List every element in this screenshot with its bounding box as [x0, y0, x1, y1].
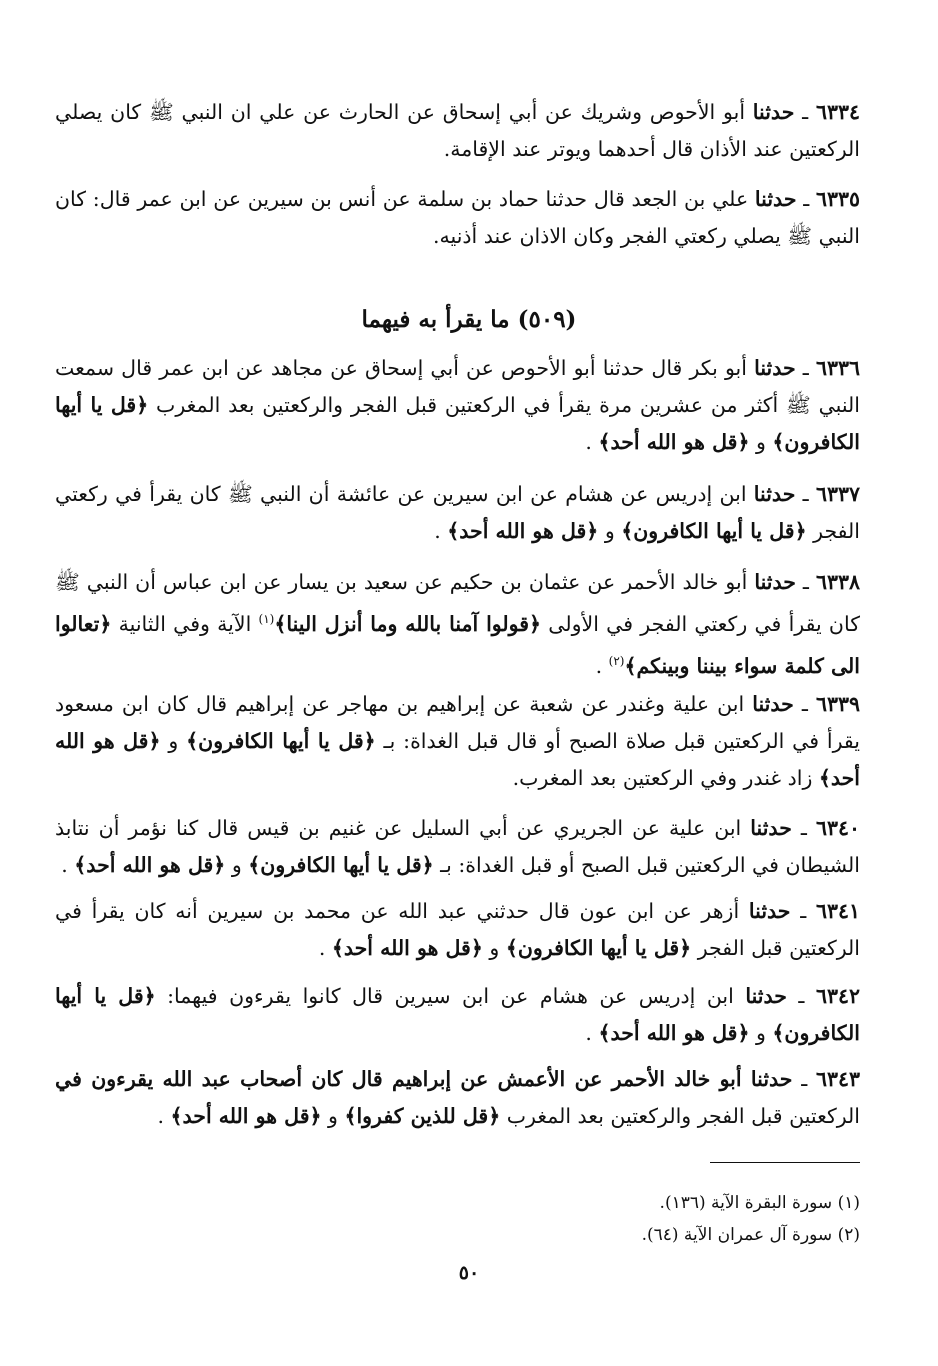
hadith-text: ابن علية عن الجريري عن أبي السليل عن غنيم بن قيس قال كنا نؤمر أن نتابذ الشيطان في الركعتين قبل الصبح أو قبل الغداة: بـ — [55, 816, 860, 877]
quran-quote: ﴿قل هو الله أحد﴾ — [55, 729, 860, 790]
quran-quote: ﴿قل يا أيها الكافرون﴾ — [248, 853, 434, 877]
quran-quote: ﴿قل يا أيها الكافرون﴾ — [621, 519, 807, 543]
section-heading: (٥٠٩) ما يقرأ به فيهما — [361, 306, 577, 333]
hadith-text: ابن إدريس عن هشام عن ابن سيرين قال كانوا يقرءون فيهما: — [155, 984, 746, 1008]
footnote-1: (١) سورة البقرة الآية (١٣٦). — [659, 1193, 860, 1213]
hadith-6336: ٦٣٣٦ ـ حدثنا أبو بكر قال حدثنا أبو الأحوص عن أبي إسحاق عن مجاهد عن ابن عمر قال سمعت النبي ﷺ أكثر من عشرين مرة يقرأ في الركعتين قبل الفجر والركعتين بعد المغرب ﴿قل يا أيها الكافرون﴾ و ﴿قل هو الله أحد﴾ . — [55, 356, 860, 454]
hadith-number: ٦٣٤١ — [815, 899, 860, 923]
hadith-6337: ٦٣٣٧ ـ حدثنا ابن إدريس عن هشام عن ابن سيرين عن عائشة أن النبي ﷺ كان يقرأ في ركعتي الفجر ﴿قل يا أيها الكافرون﴾ و ﴿قل هو الله أحد﴾ . — [55, 482, 860, 543]
hadith-opening: حدثنا — [745, 984, 787, 1008]
hadith-number: ٦٣٤٢ — [815, 984, 860, 1008]
hadith-text: علي بن الجعد قال حدثنا حماد بن سلمة عن أنس بن سيرين عن ابن عمر قال: كان النبي ﷺ يصلي ركعتي الفجر وكان الاذان عند أذنيه. — [55, 187, 860, 248]
quran-quote: ﴿قل هو الله أحد﴾ — [598, 1021, 750, 1045]
hadith-number: ٦٣٣٧ — [815, 482, 860, 506]
hadith-text: . — [157, 1104, 171, 1128]
hadith-opening: حدثنا — [748, 899, 791, 923]
hadith-text: زاد غندر وفي الركعتين بعد المغرب. — [512, 766, 819, 790]
hadith-6342: ٦٣٤٢ ـ حدثنا ابن إدريس عن هشام عن ابن سيرين قال كانوا يقرءون فيهما: ﴿قل يا أيها الكافرون﴾ و ﴿قل هو الله أحد﴾ . — [55, 984, 860, 1045]
quran-quote: ﴿قل هو الله أحد﴾ — [447, 519, 599, 543]
quran-quote: ﴿قل يا أيها الكافرون﴾ — [55, 984, 860, 1045]
page-number: ٥٠ — [458, 1262, 480, 1284]
hadith-opening: حدثنا — [754, 570, 796, 594]
quran-quote: ﴿قل هو الله أحد﴾ — [170, 1104, 322, 1128]
hadith-opening: حدثنا أبو خالد الأحمر عن الأعمش عن إبراهيم قال كان أصحاب عبد الله يقرءون في — [55, 1067, 793, 1091]
quran-quote: ﴿قولوا آمنا بالله وما أنزل الينا﴾ — [274, 611, 542, 636]
hadith-text: و — [598, 519, 622, 543]
hadith-text: . — [585, 430, 599, 454]
hadith-text: . — [434, 519, 448, 543]
hadith-text: ابن علية وغندر عن شعبة عن إبراهيم بن مهاجر عن إبراهيم قال كان ابن مسعود يقرأ في الركعتين قبل صلاة الصبح أو قال قبل الغداة: بـ — [55, 692, 861, 753]
hadith-number: ٦٣٣٤ — [815, 100, 860, 124]
hadith-text: و — [160, 729, 187, 753]
hadith-text: أزهر عن ابن عون قال حدثني عبد الله عن محمد بن سيرين أنه كان يقرأ في الركعتين قبل الفجر — [55, 899, 860, 960]
hadith-text: ابن إدريس عن هشام عن ابن سيرين عن عائشة أن النبي ﷺ كان يقرأ في ركعتي الفجر — [55, 482, 860, 543]
quran-quote: ﴿تعالوا الى كلمة سواء بيننا وبينكم﴾ — [55, 611, 860, 678]
hadith-text: و — [749, 430, 773, 454]
hadith-6341: ٦٣٤١ ـ حدثنا أزهر عن ابن عون قال حدثني عبد الله عن محمد بن سيرين أنه كان يقرأ في الركعتين قبل الفجر ﴿قل يا أيها الكافرون﴾ و ﴿قل هو الله أحد﴾ . — [55, 899, 860, 960]
hadith-text: . — [585, 1021, 599, 1045]
hadith-opening: حدثنا — [754, 187, 797, 211]
hadith-number: ٦٣٣٦ — [815, 356, 860, 380]
footnote-divider — [710, 1162, 860, 1163]
quran-quote: ﴿قل هو الله أحد﴾ — [331, 936, 483, 960]
quran-quote: ﴿قل هو الله أحد﴾ — [598, 430, 750, 454]
hadith-6340: ٦٣٤٠ ـ حدثنا ابن علية عن الجريري عن أبي السليل عن غنيم بن قيس قال كنا نؤمر أن نتابذ الشيطان في الركعتين قبل الصبح أو قبل الغداة: بـ ﴿قل يا أيها الكافرون﴾ و ﴿قل هو الله أحد﴾ . — [55, 816, 860, 877]
hadith-opening: حدثنا — [752, 692, 794, 716]
quran-quote: ﴿قل يا أيها الكافرون﴾ — [186, 729, 376, 753]
hadith-number: ٦٣٣٨ — [815, 570, 860, 594]
hadith-6338: ٦٣٣٨ ـ حدثنا أبو خالد الأحمر عن عثمان بن حكيم عن سعيد بن يسار عن ابن عباس أن النبي ﷺ كان يقرأ في ركعتي الفجر في الأولى ﴿قولوا آمنا بالله وما أنزل الينا﴾$^{(١)}$ الآية وفي الثانية ﴿تعالوا الى كلمة سواء بيننا وبينكم﴾$^{(٢)}$ . — [55, 570, 860, 678]
quran-quote: ﴿قل للذين كفروا﴾ — [344, 1104, 501, 1128]
footnote-ref: (٢) — [608, 653, 625, 668]
hadith-text: و — [749, 1021, 773, 1045]
hadith-opening: حدثنا — [750, 816, 792, 840]
hadith-text: و — [482, 936, 506, 960]
hadith-number: ٦٣٣٩ — [815, 692, 860, 716]
hadith-text: الآية وفي الثانية — [111, 611, 259, 636]
hadith-opening: حدثنا — [752, 100, 795, 124]
hadith-text: و — [225, 853, 249, 877]
hadith-number: ٦٣٤٠ — [815, 816, 860, 840]
hadith-6339: ٦٣٣٩ ـ حدثنا ابن علية وغندر عن شعبة عن إبراهيم بن مهاجر عن إبراهيم قال كان ابن مسعود يقرأ في الركعتين قبل صلاة الصبح أو قال قبل الغداة: بـ ﴿قل يا أيها الكافرون﴾ و ﴿قل هو الله أحد﴾ زاد غندر وفي الركعتين بعد المغرب. — [55, 692, 861, 790]
hadith-text: أبو خالد الأحمر عن عثمان بن حكيم عن سعيد بن يسار عن ابن عباس أن النبي ﷺ كان يقرأ في ركعتي الفجر في الأولى — [55, 570, 860, 636]
hadith-text: . — [595, 653, 609, 678]
hadith-number: ٦٣٤٣ — [815, 1067, 860, 1091]
hadith-opening: حدثنا — [754, 356, 796, 380]
quran-quote: ﴿قل يا أيها الكافرون﴾ — [505, 936, 692, 960]
hadith-text: أبو بكر قال حدثنا أبو الأحوص عن أبي إسحاق عن مجاهد عن ابن عمر قال سمعت النبي ﷺ أكثر من عشرين مرة يقرأ في الركعتين قبل الفجر والركعتين بعد المغرب — [55, 356, 860, 417]
hadith-text: الركعتين قبل الفجر والركعتين بعد المغرب — [500, 1104, 860, 1128]
hadith-number: ٦٣٣٥ — [815, 187, 861, 211]
hadith-text: أبو الأحوص وشريك عن أبي إسحاق عن الحارث عن علي ان النبي ﷺ كان يصلي الركعتين عند الأذان قال أحدهما ويوتر عند الإقامة. — [55, 100, 860, 161]
hadith-6335: ٦٣٣٥ ـ حدثنا علي بن الجعد قال حدثنا حماد بن سلمة عن أنس بن سيرين عن ابن عمر قال: كان النبي ﷺ يصلي ركعتي الفجر وكان الاذان عند أذنيه. — [55, 187, 861, 248]
hadith-text: و — [321, 1104, 345, 1128]
footnote-ref: (١) — [258, 612, 275, 626]
quran-quote: ﴿قل هو الله أحد﴾ — [74, 853, 226, 877]
hadith-6334: ٦٣٣٤ ـ حدثنا أبو الأحوص وشريك عن أبي إسحاق عن الحارث عن علي ان النبي ﷺ كان يصلي الركعتين عند الأذان قال أحدهما ويوتر عند الإقامة. — [55, 100, 860, 161]
hadith-6343: ٦٣٤٣ ـ حدثنا أبو خالد الأحمر عن الأعمش عن إبراهيم قال كان أصحاب عبد الله يقرءون في الركعتين قبل الفجر والركعتين بعد المغرب ﴿قل للذين كفروا﴾ و ﴿قل هو الله أحد﴾ . — [55, 1067, 860, 1128]
hadith-text: . — [61, 853, 75, 877]
hadith-opening: حدثنا — [753, 482, 796, 506]
quran-quote: ﴿قل يا أيها الكافرون﴾ — [55, 393, 860, 454]
footnote-2: (٢) سورة آل عمران الآية (٦٤). — [641, 1225, 860, 1245]
hadith-text: . — [318, 936, 332, 960]
